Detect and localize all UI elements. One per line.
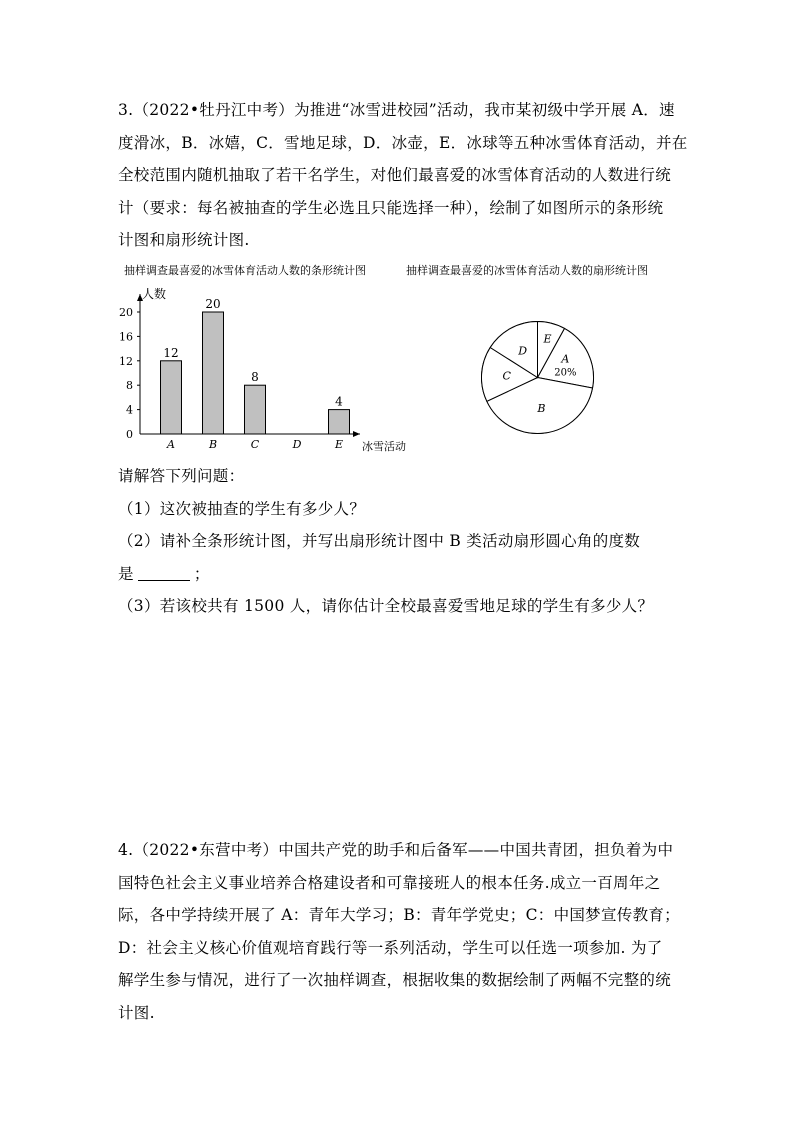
pie-slice-label: A xyxy=(561,352,570,366)
bar-chart xyxy=(112,282,422,454)
pie-chart-title: 抽样调查最喜爱的冰雪体育活动人数的扇形统计图 xyxy=(406,264,648,277)
bar-data-label: 12 xyxy=(163,345,179,360)
q3-sub-2-post: ； xyxy=(193,564,210,583)
q3-sub-2-pre: 是 xyxy=(118,564,134,583)
pie-slice-label: D xyxy=(518,344,528,358)
bar-data-label: 4 xyxy=(335,394,343,409)
y-tick-label: 8 xyxy=(126,379,133,393)
y-tick-label: 4 xyxy=(126,403,133,417)
q4-line-4: D：社会主义核心价值观培育践行等一系列活动，学生可以任选一项参加. 为了 xyxy=(118,938,663,957)
q3-sub-2: （2）请补全条形统计图，并写出扇形统计图中 B 类活动扇形圆心角的度数 xyxy=(118,532,641,550)
x-tick-label: B xyxy=(208,438,218,451)
bar-B xyxy=(203,312,224,434)
q3-sub-1: （1）这次被抽查的学生有多少人？ xyxy=(118,499,366,518)
q3-sub-2-cont xyxy=(118,558,683,591)
x-axis-label: 冰雪活动 xyxy=(362,440,406,453)
x-tick-label: C xyxy=(250,438,260,451)
q3-line-4: 计（要求：每名被抽查的学生必选且只能选择一种），绘制了如图所示的条形统 xyxy=(118,198,664,217)
q3-line-5: 计图和扇形统计图. xyxy=(118,231,250,249)
pie-slice-label: C xyxy=(502,369,511,383)
bar-A xyxy=(161,361,182,434)
pie-percent-label: 20% xyxy=(554,367,577,379)
q3-line-3: 全校范围内随机抽取了若干名学生，对他们最喜爱的冰雪体育活动的人数进行统 xyxy=(118,166,672,184)
x-axis-arrow xyxy=(353,431,360,437)
q3-sub-3: （3）若该校共有 1500 人，请你估计全校最喜爱雪地足球的学生有多少人？ xyxy=(118,597,654,615)
bar-chart-title: 抽样调查最喜爱的冰雪体育活动人数的条形统计图 xyxy=(124,264,366,277)
question-4-text xyxy=(118,834,683,1029)
pie-slice-label: B xyxy=(537,402,546,416)
bar-C xyxy=(245,385,266,434)
q3-prompt: 请解答下列问题： xyxy=(118,467,245,485)
q4-line-6: 计图. xyxy=(118,1003,155,1022)
y-tick-label: 0 xyxy=(126,428,133,441)
bar-data-label: 8 xyxy=(251,370,259,385)
x-tick-label: D xyxy=(292,438,302,451)
q4-line-3: 际，各中学持续开展了 A：青年大学习；B：青年学党史；C：中国梦宣传教育； xyxy=(118,906,680,924)
y-tick-label: 12 xyxy=(119,354,133,368)
y-axis-label: 人数 xyxy=(142,287,167,301)
bar-E xyxy=(329,410,350,434)
x-tick-label: A xyxy=(167,438,175,451)
q4-line-1: 4.（2022•东营中考）中国共产党的助手和后备军——中国共青团，担负着为中 xyxy=(118,841,674,859)
q4-line-5: 解学生参与情况，进行了一次抽样调查，根据收集的数据绘制了两幅不完整的统 xyxy=(118,971,672,989)
q3-line-2: 度滑冰，B．冰嬉，C．雪地足球，D．冰壶，E．冰球等五种冰雪体育活动，并在 xyxy=(118,133,688,152)
q3-line-1: 3.（2022•牡丹江中考）为推进“冰雪进校园”活动，我市某初级中学开展 A．速 xyxy=(118,101,675,119)
answer-blank[interactable] xyxy=(138,566,190,581)
y-tick-label: 20 xyxy=(119,306,133,319)
question-3-text xyxy=(118,94,688,257)
question-3-subparts xyxy=(118,460,683,623)
x-tick-label: E xyxy=(334,438,344,451)
bar-data-label: 20 xyxy=(205,297,221,311)
y-tick-label: 16 xyxy=(119,330,133,344)
q4-line-2: 国特色社会主义事业培养合格建设者和可靠接班人的根本任务.成立一百周年之 xyxy=(118,873,661,892)
pie-slice-label: E xyxy=(543,332,552,346)
pie-chart xyxy=(470,310,605,445)
